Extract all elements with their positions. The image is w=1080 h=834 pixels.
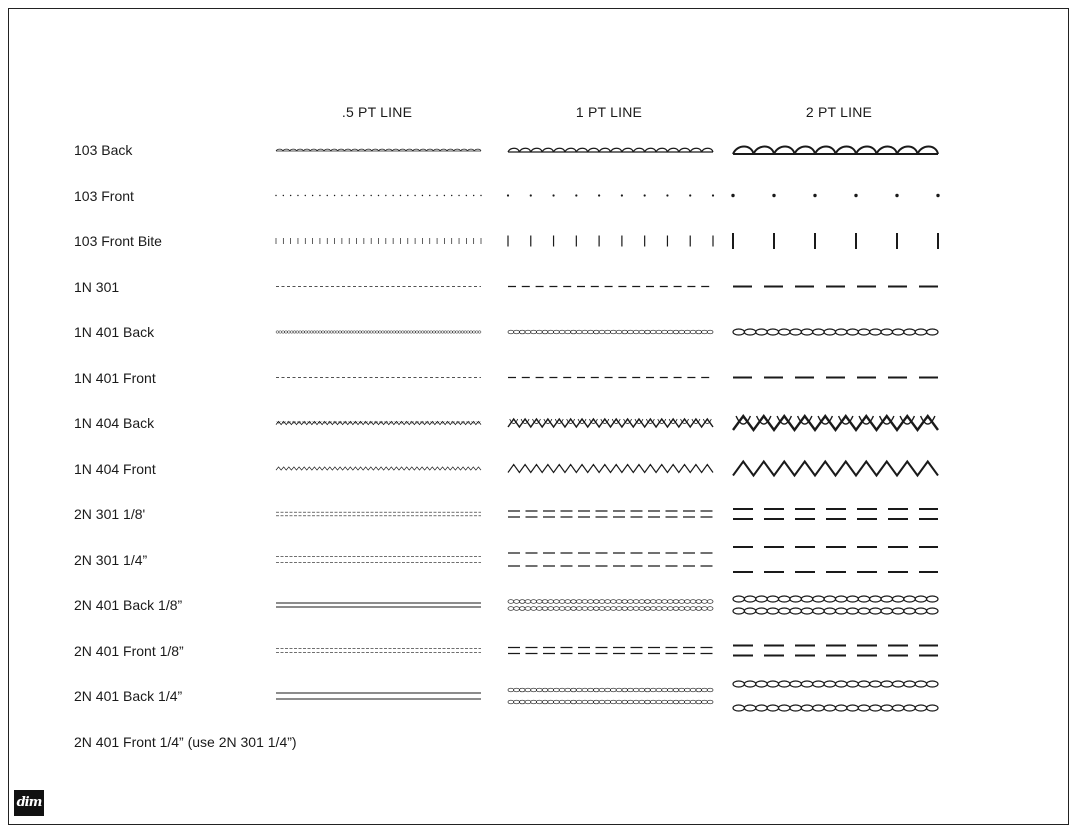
stitch-loop: [733, 147, 938, 155]
stitch-dots: [283, 195, 284, 196]
stitch-chain2-narrow: [733, 608, 938, 614]
row-label: 1N 301: [74, 278, 120, 295]
stitch-dots: [666, 194, 668, 196]
row-label: 2N 401 Front 1/4” (use 2N 301 1/4”): [74, 733, 297, 750]
stitch-dots: [621, 194, 623, 196]
stitch-dots: [936, 194, 939, 197]
stitch-dots: [575, 194, 577, 196]
stitch-dots: [356, 195, 357, 196]
row-label: 1N 401 Back: [74, 324, 155, 340]
stitch-chain2-narrow: [733, 596, 938, 602]
stitch-zigzag: [276, 467, 481, 470]
row-label: 1N 404 Back: [74, 415, 155, 431]
stitch-dots: [429, 195, 430, 196]
stitch-dots: [297, 195, 298, 196]
row-label: 2N 301 1/4”: [74, 551, 148, 568]
stitch-dots: [275, 195, 276, 196]
stitch-dots: [385, 195, 386, 196]
row-label: 1N 404 Front: [74, 460, 156, 477]
stitch-dots: [451, 195, 452, 196]
row-label: 2N 401 Back 1/4”: [74, 688, 183, 704]
stitch-zigloop: [276, 421, 481, 424]
stitch-dots: [598, 194, 600, 196]
stitch-dots: [507, 194, 509, 196]
stitch-dots: [813, 194, 816, 197]
stitch-chain: [733, 329, 938, 335]
stitch-dots: [319, 195, 320, 196]
stitch-dots: [392, 195, 393, 196]
stitch-chain: [508, 330, 713, 334]
stitch-dots: [312, 195, 313, 196]
row-label: 2N 401 Front 1/8”: [74, 642, 184, 659]
stitch-dots: [772, 194, 775, 197]
stitch-dots: [731, 194, 734, 197]
stitch-chain2-wide: [733, 705, 938, 711]
stitch-dots: [407, 195, 408, 196]
stitch-dots: [854, 194, 857, 197]
stitch-zigzag: [733, 462, 938, 476]
brand-logo: [14, 790, 44, 816]
stitch-dots: [370, 195, 371, 196]
stitch-dots: [895, 194, 898, 197]
stitch-zigloop: [277, 421, 480, 423]
stitch-dots: [689, 194, 691, 196]
stitch-dots: [378, 195, 379, 196]
stitch-loop: [276, 149, 481, 151]
stitch-dots: [712, 194, 714, 196]
stitch-dots: [444, 195, 445, 196]
stitch-chain2-narrow: [508, 600, 713, 604]
stitch-dots: [348, 195, 349, 196]
row-label: 103 Front Bite: [74, 233, 162, 249]
stitch-dots: [305, 195, 306, 196]
stitch-chain2-wide: [733, 681, 938, 687]
stitch-chain2-wide: [508, 688, 713, 692]
stitch-dots: [530, 194, 532, 196]
stitch-dots: [334, 195, 335, 196]
row-label: 103 Front: [74, 187, 134, 204]
row-label: 1N 401 Front: [74, 369, 156, 386]
stitch-zigzag: [508, 465, 713, 473]
stitch-loop: [508, 148, 713, 152]
stitch-dots: [552, 194, 554, 196]
row-label: 103 Back: [74, 142, 133, 158]
stitch-dots: [473, 195, 474, 196]
column-header-2pt: 2 PT LINE: [805, 104, 873, 120]
stitch-zigloop: [733, 416, 938, 430]
stitch-chain2-narrow: [508, 607, 713, 611]
stitch-chain2-wide: [508, 700, 713, 704]
column-header-1pt: 1 PT LINE: [575, 104, 643, 120]
stitch-zigloop: [508, 419, 713, 427]
column-header-half-pt: .5 PT LINE: [341, 104, 413, 120]
stitch-dots: [400, 195, 401, 196]
stitch-dots: [363, 195, 364, 196]
stitch-dots: [644, 194, 646, 196]
stitch-chain: [276, 331, 481, 333]
stitch-dots: [327, 195, 328, 196]
stitch-dots: [466, 195, 467, 196]
row-label: 2N 401 Back 1/8”: [74, 597, 183, 613]
logo-text: dim: [16, 795, 42, 810]
stitch-dots: [422, 195, 423, 196]
row-label: 2N 301 1/8': [74, 506, 146, 522]
stitch-dots: [341, 195, 342, 196]
stitch-dots: [436, 195, 437, 196]
stitch-dots: [290, 195, 291, 196]
stitch-dots: [414, 195, 415, 196]
stitch-dots: [458, 195, 459, 196]
stitch-dots: [480, 195, 481, 196]
